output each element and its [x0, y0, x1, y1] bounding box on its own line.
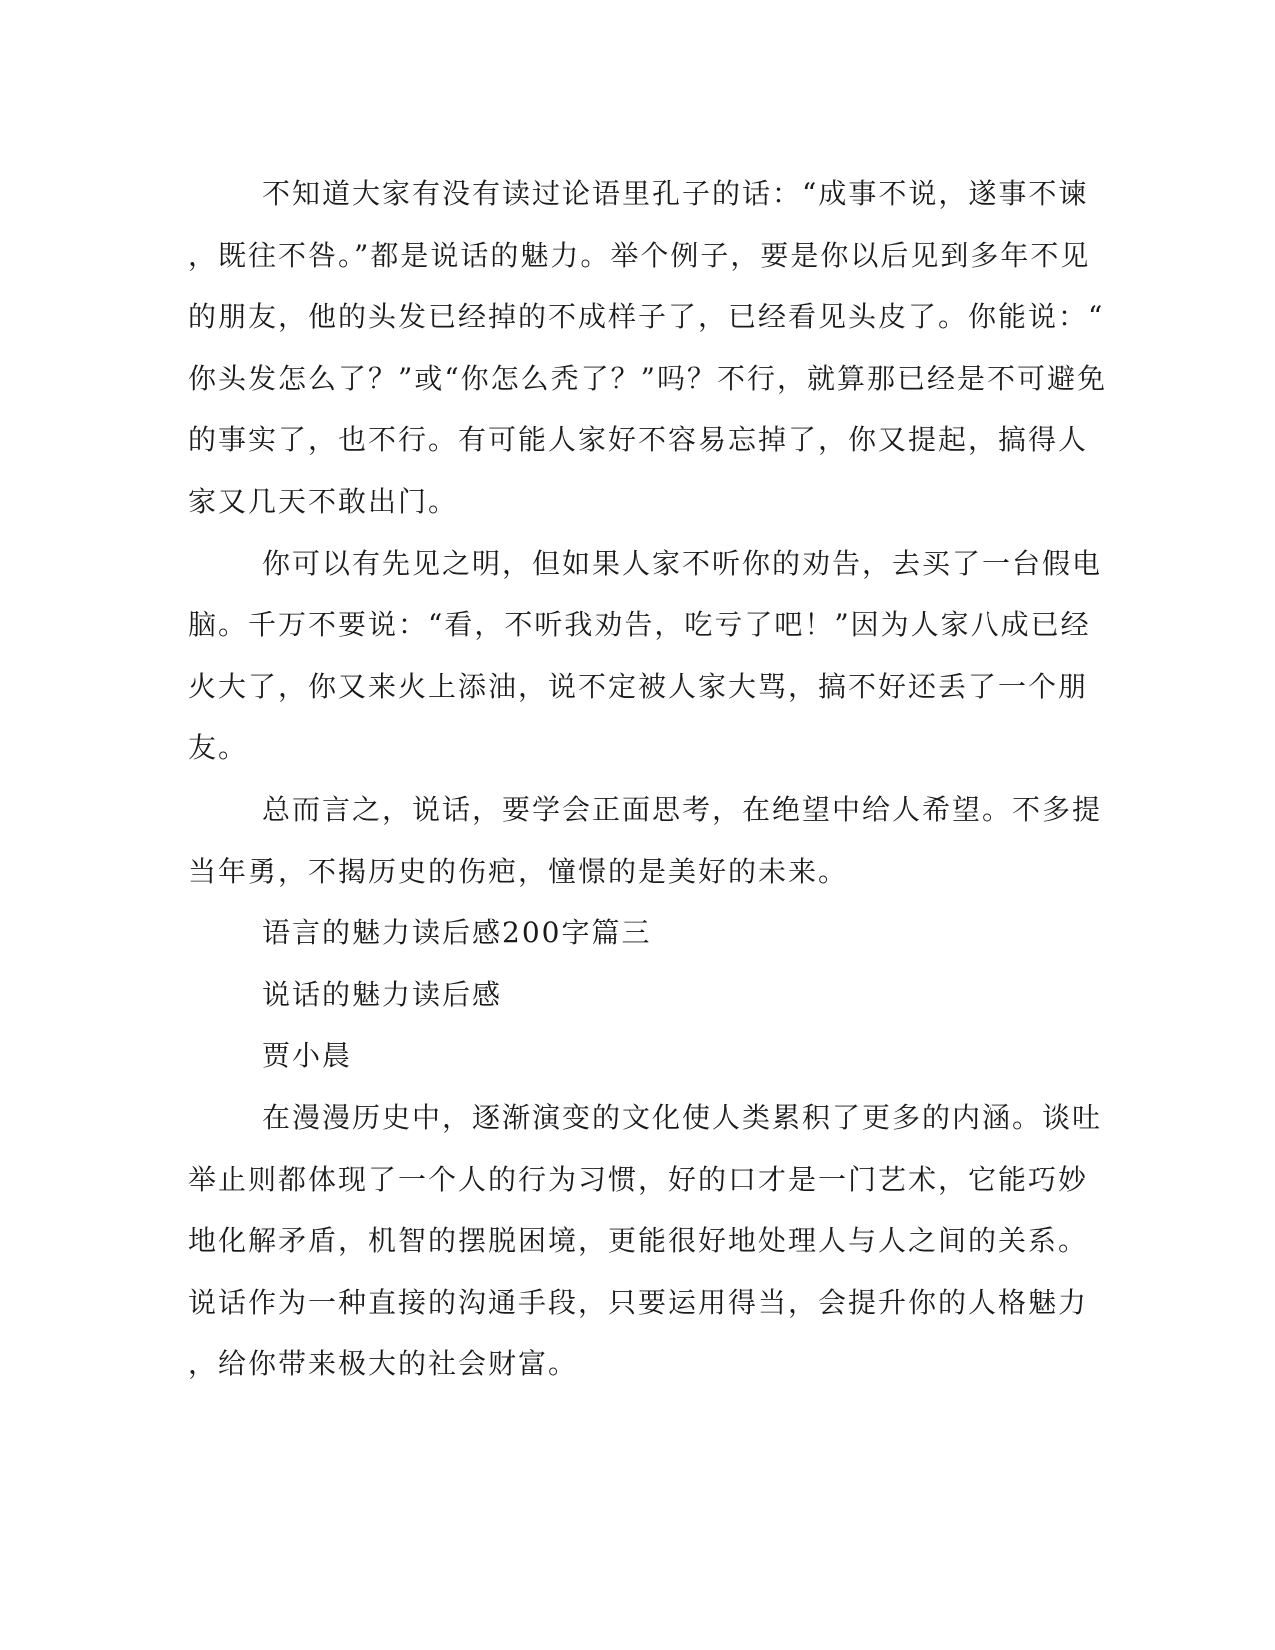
text-line: 你可以有先见之明，但如果人家不听你的劝告，去买了一台假电 [262, 546, 1103, 580]
text-line: 脑。千万不要说：“看，不听我劝告，吃亏了吧！”因为人家八成已经 [188, 608, 1091, 642]
text-line: 你头发怎么了？”或“你怎么秃了？”吗？不行，就算那已经是不可避免 [188, 361, 1107, 395]
text-line: 的朋友，他的头发已经掉的不成样子了，已经看见头皮了。你能说：“ [188, 300, 1105, 334]
text-line: 说话的魅力读后感 [262, 977, 503, 1011]
text-line: 的事实了，也不行。有可能人家好不容易忘掉了，你又提起，搞得人 [188, 423, 1089, 457]
text-line: 总而言之，说话，要学会正面思考，在绝望中给人希望。不多提 [262, 792, 1103, 826]
document-body [188, 163, 1107, 1395]
text-line: ，给你带来极大的社会财富。 [188, 1347, 579, 1381]
text-line: 语言的魅力读后感200字篇三 [262, 916, 652, 950]
text-line: 当年勇，不揭历史的伤疤，憧憬的是美好的未来。 [188, 854, 849, 888]
text-line: 不知道大家有没有读过论语里孔子的话：“成事不说，遂事不谏 [262, 177, 1089, 210]
text-line: 贾小晨 [262, 1039, 353, 1073]
text-line: 说话作为一种直接的沟通手段，只要运用得当，会提升你的人格魅力 [188, 1285, 1089, 1319]
text-line: ，既往不咎。”都是说话的魅力。举个例子，要是你以后见到多年不见 [188, 238, 1091, 272]
text-line: 友。 [188, 731, 249, 765]
text-line: 地化解矛盾，机智的摆脱困境，更能很好地处理人与人之间的关系。 [188, 1224, 1089, 1258]
text-line: 举止则都体现了一个人的行为习惯，好的口才是一门艺术，它能巧妙 [188, 1162, 1089, 1196]
text-line: 家又几天不敢出门。 [188, 484, 459, 518]
text-line: 火大了，你又来火上添油，说不定被人家大骂，搞不好还丢了一个朋 [188, 669, 1089, 703]
text-line: 在漫漫历史中，逐渐演变的文化使人类累积了更多的内涵。谈吐 [262, 1100, 1103, 1134]
